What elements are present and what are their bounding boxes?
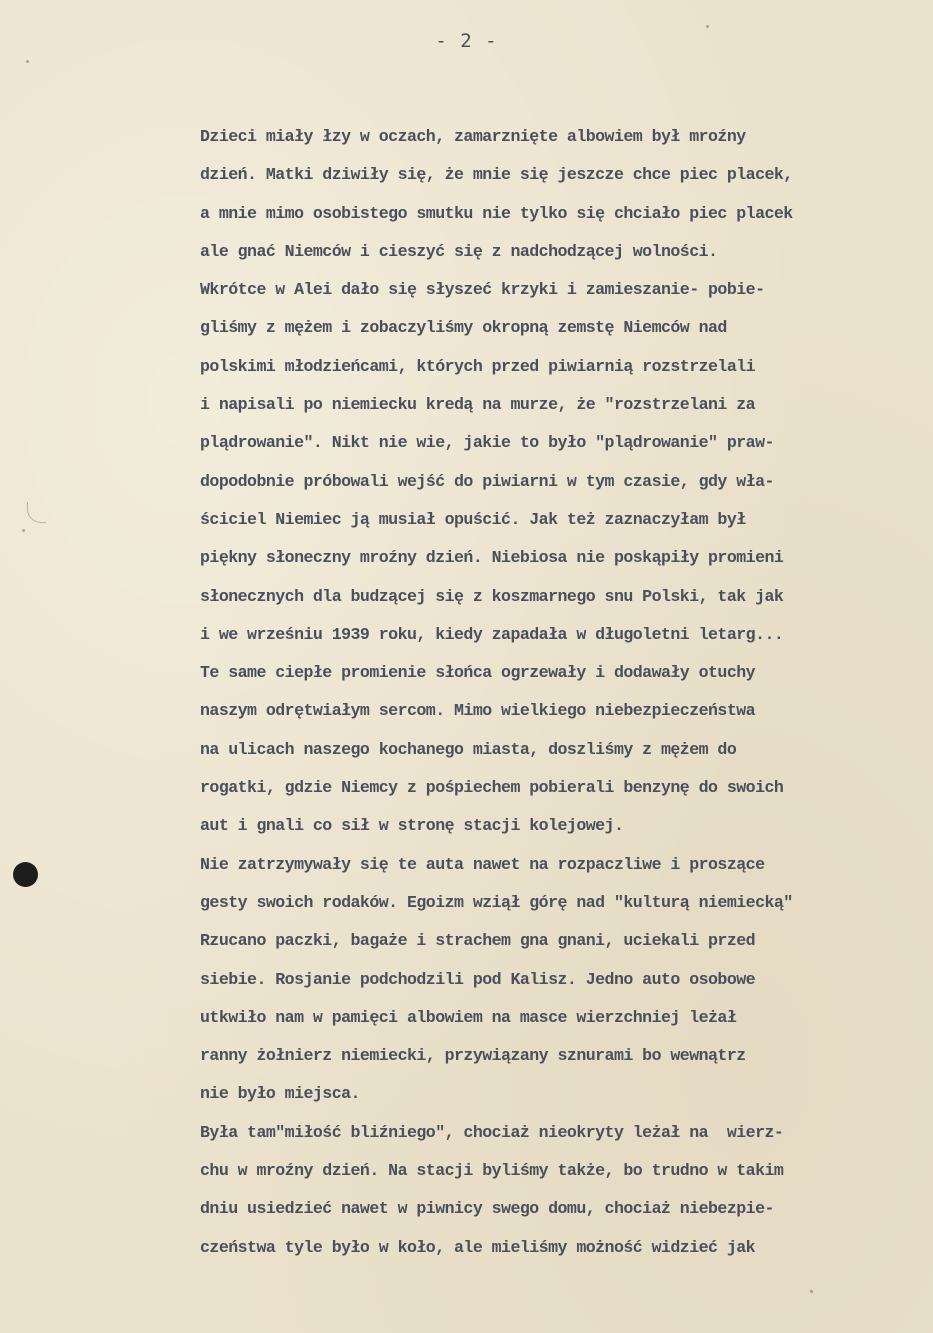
- text-line: Te same ciepłe promienie słońca ogrzewały i dodawały otuchy: [200, 663, 756, 683]
- page-number: [0, 30, 933, 52]
- text-line: dopodobnie próbowali wejść do piwiarni w tym czasie, gdy wła-: [200, 471, 774, 491]
- text-line: ale gnać Niemców i cieszyć się z nadchodzącej wolności.: [200, 241, 718, 261]
- text-line: polskimi młodzieńcami, których przed piwiarnią rozstrzelali: [200, 356, 756, 376]
- text-line: utkwiło nam w pamięci albowiem na masce wierzchniej leżał: [200, 1007, 737, 1027]
- text-line: naszym odrętwiałym sercom. Mimo wielkiego niebezpieczeństwa: [200, 701, 756, 721]
- text-line: gliśmy z mężem i zobaczyliśmy okropną zemstę Niemców nad: [200, 318, 727, 338]
- paper-speck-icon: [26, 60, 29, 63]
- text-line: czeństwa tyle było w koło, ale mieliśmy możność widzieć jak: [200, 1237, 756, 1257]
- text-line: rogatki, gdzie Niemcy z pośpiechem pobierali benzynę do swoich: [200, 778, 784, 798]
- text-line: słonecznych dla budzącej się z koszmarnego snu Polski, tak jak: [200, 586, 784, 606]
- text-line: a mnie mimo osobistego smutku nie tylko się chciało piec placek: [200, 203, 793, 223]
- text-line: dzień. Matki dziwiły się, że mnie się jeszcze chce piec placek,: [200, 165, 793, 185]
- text-line: Wkrótce w Alei dało się słyszeć krzyki i zamieszanie- pobie-: [200, 280, 765, 300]
- text-line: piękny słoneczny mroźny dzień. Niebiosa nie poskąpiły promieni: [200, 548, 784, 568]
- paper-speck-icon: [706, 25, 709, 28]
- text-line: plądrowanie". Nikt nie wie, jakie to było "plądrowanie" praw-: [200, 433, 774, 453]
- text-line: dniu usiedzieć nawet w piwnicy swego domu, chociaż niebezpie-: [200, 1199, 774, 1219]
- text-line: i we wrześniu 1939 roku, kiedy zapadała w długoletni letarg...: [200, 624, 784, 644]
- paper-speck-icon: [22, 529, 25, 532]
- text-line: na ulicach naszego kochanego miasta, doszliśmy z mężem do: [200, 739, 737, 759]
- text-line: ściciel Niemiec ją musiał opuścić. Jak też zaznaczyłam był: [200, 509, 746, 529]
- text-line: aut i gnali co sił w stronę stacji kolejowej.: [200, 816, 624, 836]
- paper-speck-icon: [810, 1290, 813, 1293]
- punch-hole-icon: [13, 862, 38, 887]
- text-line: siebie. Rosjanie podchodzili pod Kalisz. Jedno auto osobowe: [200, 969, 756, 989]
- text-line: Nie zatrzymywały się te auta nawet na rozpaczliwe i proszące: [200, 854, 765, 874]
- text-line: chu w mroźny dzień. Na stacji byliśmy także, bo trudno w takim: [200, 1161, 784, 1181]
- text-line: ranny żołnierz niemiecki, przywiązany sznurami bo wewnątrz: [200, 1046, 746, 1066]
- typewritten-body: [200, 118, 933, 1267]
- text-line: gesty swoich rodaków. Egoizm wziął górę nad "kulturą niemiecką": [200, 892, 793, 912]
- text-line: Dzieci miały łzy w oczach, zamarznięte albowiem był mroźny: [200, 127, 746, 146]
- text-line: Była tam"miłość bliźniego", chociaż nieokryty leżał na wierz-: [200, 1122, 784, 1142]
- text-line: Rzucano paczki, bagaże i strachem gna gnani, uciekali przed: [200, 931, 756, 951]
- text-line: nie było miejsca.: [200, 1084, 360, 1104]
- margin-mark-icon: [27, 502, 46, 523]
- page-number-text: - 2 -: [435, 30, 498, 52]
- text-line: i napisali po niemiecku kredą na murze, że "rozstrzelani za: [200, 395, 756, 415]
